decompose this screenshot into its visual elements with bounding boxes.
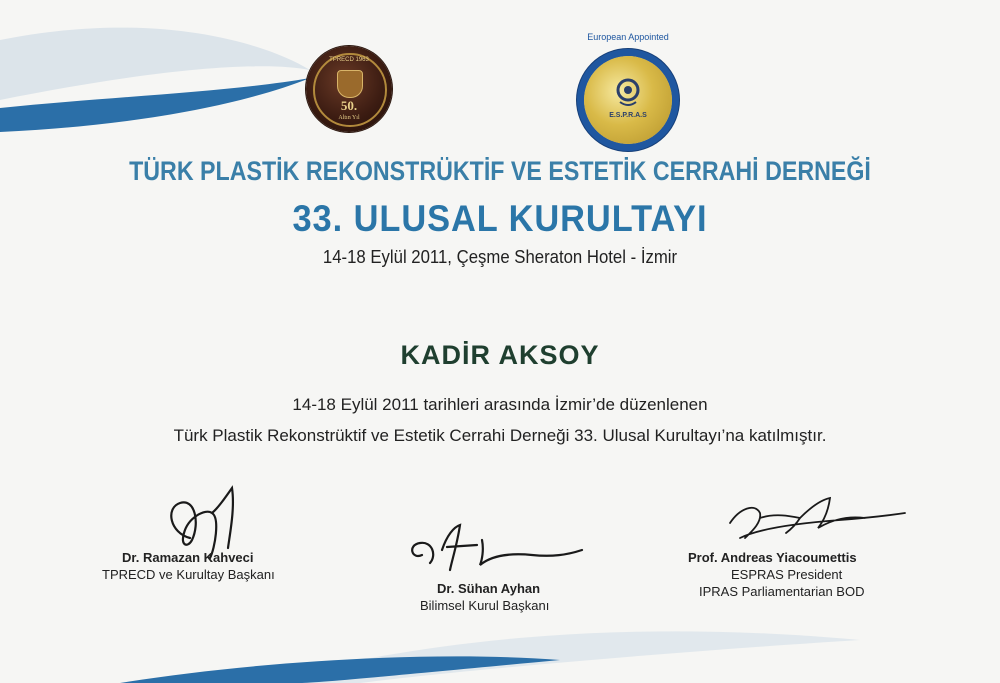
signature-3-handwriting xyxy=(700,488,910,548)
bottom-swoosh-blue xyxy=(120,656,560,683)
tprecd-anniversary-seal xyxy=(306,46,392,132)
seal-sub-text: Altın Yıl xyxy=(338,115,360,121)
espras-label: E.S.P.R.A.S xyxy=(609,112,647,119)
crest-icon xyxy=(337,70,363,98)
signatory-3-role: ESPRAS President xyxy=(731,567,843,582)
signatory-3-name: Prof. Andreas Yiacoumettis xyxy=(688,550,857,565)
signatory-1-role: TPRECD ve Kurultay Başkanı xyxy=(102,567,275,582)
seal-top-text: TPRECD 1963 xyxy=(329,57,369,63)
organization-title: TÜRK PLASTİK REKONSTRÜKTİF VE ESTETİK CERRAHİ DERNEĞİ xyxy=(129,156,871,186)
signatory-2-name: Dr. Sühan Ayhan xyxy=(437,581,541,596)
certificate-body-line-1: 14-18 Eylül 2011 tarihleri arasında İzmir’de düzenlenen xyxy=(292,395,708,414)
signatory-1-name: Dr. Ramazan Kahveci xyxy=(122,550,254,565)
certificate-body-line-2: Türk Plastik Rekonstrüktif ve Estetik Cerrahi Derneği 33. Ulusal Kurultayı’na katılmıştır. xyxy=(173,426,827,445)
signatory-3-role-2: IPRAS Parliamentarian BOD xyxy=(699,584,865,599)
signature-2-handwriting xyxy=(402,515,592,575)
event-details: 14-18 Eylül 2011, Çeşme Sheraton Hotel - İzmir xyxy=(322,247,678,267)
espras-arc-text: European Appointed xyxy=(587,32,669,42)
seal-number: 50. xyxy=(340,98,358,113)
espras-emblem-icon xyxy=(610,74,646,110)
congress-title: 33. ULUSAL KURULTAYI xyxy=(292,198,708,239)
espras-logo xyxy=(584,32,672,144)
recipient-name: KADİR AKSOY xyxy=(400,340,600,370)
signatory-2-role: Bilimsel Kurul Başkanı xyxy=(420,598,550,613)
